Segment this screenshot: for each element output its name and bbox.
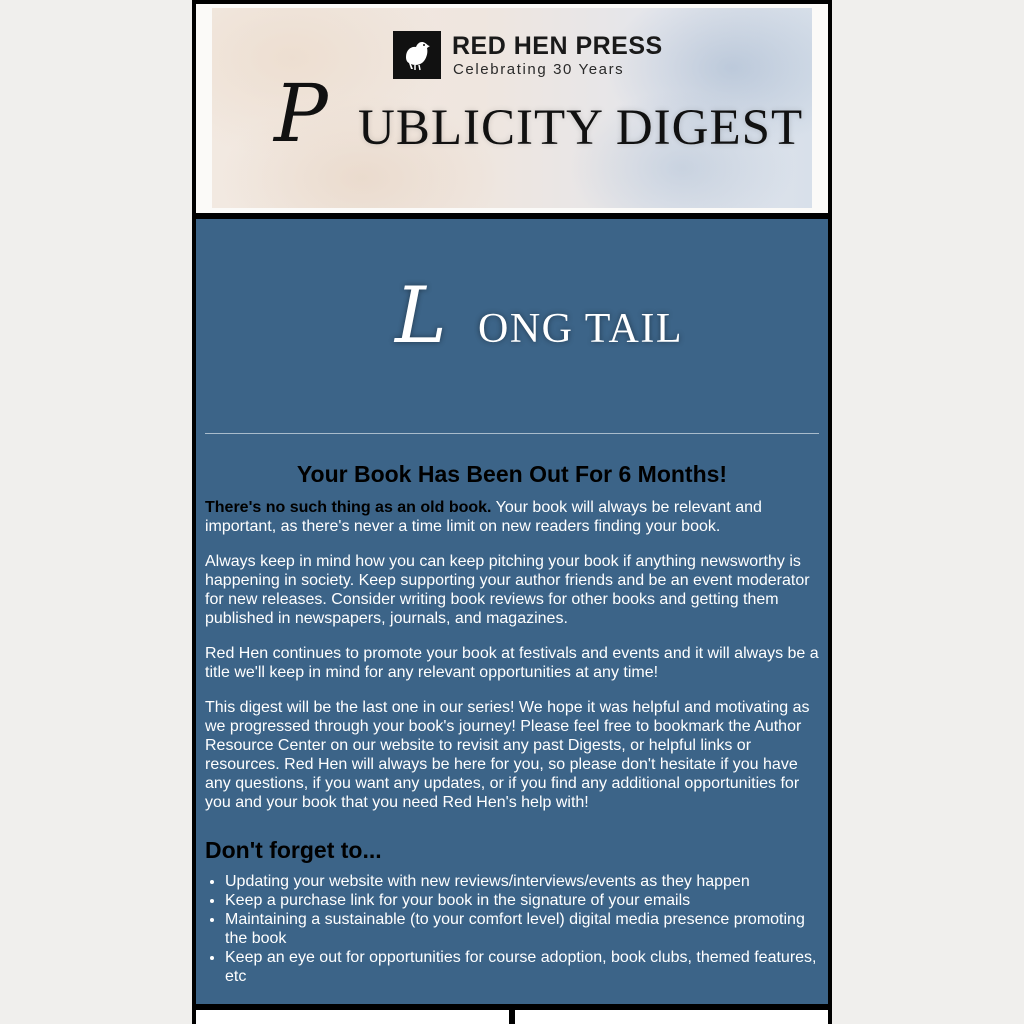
publisher-name: RED HEN PRESS bbox=[452, 32, 663, 60]
article-body bbox=[205, 460, 819, 986]
lead-text: Your book will always be relevant and important, as there's never a time limit on new readers finding your book. bbox=[205, 499, 762, 535]
paragraph-pitching: Always keep in mind how you can keep pitching your book if anything newsworthy is happening in society. Keep supporting your author friends and be an event moderator for new releases. Consider writing book reviews for other books and getting them published in newspapers, journals, and magazines. bbox=[205, 553, 810, 627]
hen-logo-icon bbox=[393, 31, 441, 79]
lead-paragraph bbox=[205, 498, 819, 536]
reminder-heading: Don't forget to... bbox=[205, 837, 382, 863]
publisher-tagline: Celebrating 30 Years bbox=[453, 61, 625, 78]
header-section bbox=[196, 4, 828, 213]
hero-title-initial: L bbox=[395, 271, 447, 361]
banner-title: UBLICITY DIGEST bbox=[358, 100, 804, 156]
paragraph-last-digest: This digest will be the last one in our series! We hope it was helpful and motivating as we progressed through your book's journey! Please feel free to bookmark the Author Resource Center on our website to revisit any past Digests, or helpful links or resources. Red Hen will always be here for you, so please don't hesitate if you have any questions, if you want any updates, or if you find any additional opportunities for you and your book that you need Red Hen's help with! bbox=[205, 699, 810, 811]
content-section bbox=[196, 219, 828, 1004]
list-item: • Maintaining a sustainable (to your comfort level) digital media presence promoting the book bbox=[225, 910, 819, 948]
footer-panel-right bbox=[515, 1010, 828, 1024]
list-item: • Keep an eye out for opportunities for course adoption, book clubs, themed features, etc bbox=[225, 948, 819, 986]
section-divider bbox=[205, 433, 819, 434]
lead-bold-text: There's no such thing as an old book. bbox=[205, 499, 492, 516]
reminder-list bbox=[205, 872, 819, 986]
footer-panel-left bbox=[196, 1010, 509, 1024]
paragraph-promotion: Red Hen continues to promote your book at festivals and events and it will always be a title we'll keep in mind for any relevant opportunities at any time! bbox=[205, 645, 819, 681]
long-tail-hero bbox=[196, 219, 828, 434]
banner-title-initial: P bbox=[274, 67, 328, 160]
list-item: • Keep a purchase link for your book in the signature of your emails bbox=[225, 891, 819, 910]
list-item: • Updating your website with new reviews/interviews/events as they happen bbox=[225, 872, 819, 891]
hero-title: ONG TAIL bbox=[478, 306, 683, 352]
article-headline: Your Book Has Been Out For 6 Months! bbox=[296, 461, 728, 487]
email-container bbox=[192, 0, 832, 1024]
publicity-digest-banner bbox=[212, 8, 812, 208]
